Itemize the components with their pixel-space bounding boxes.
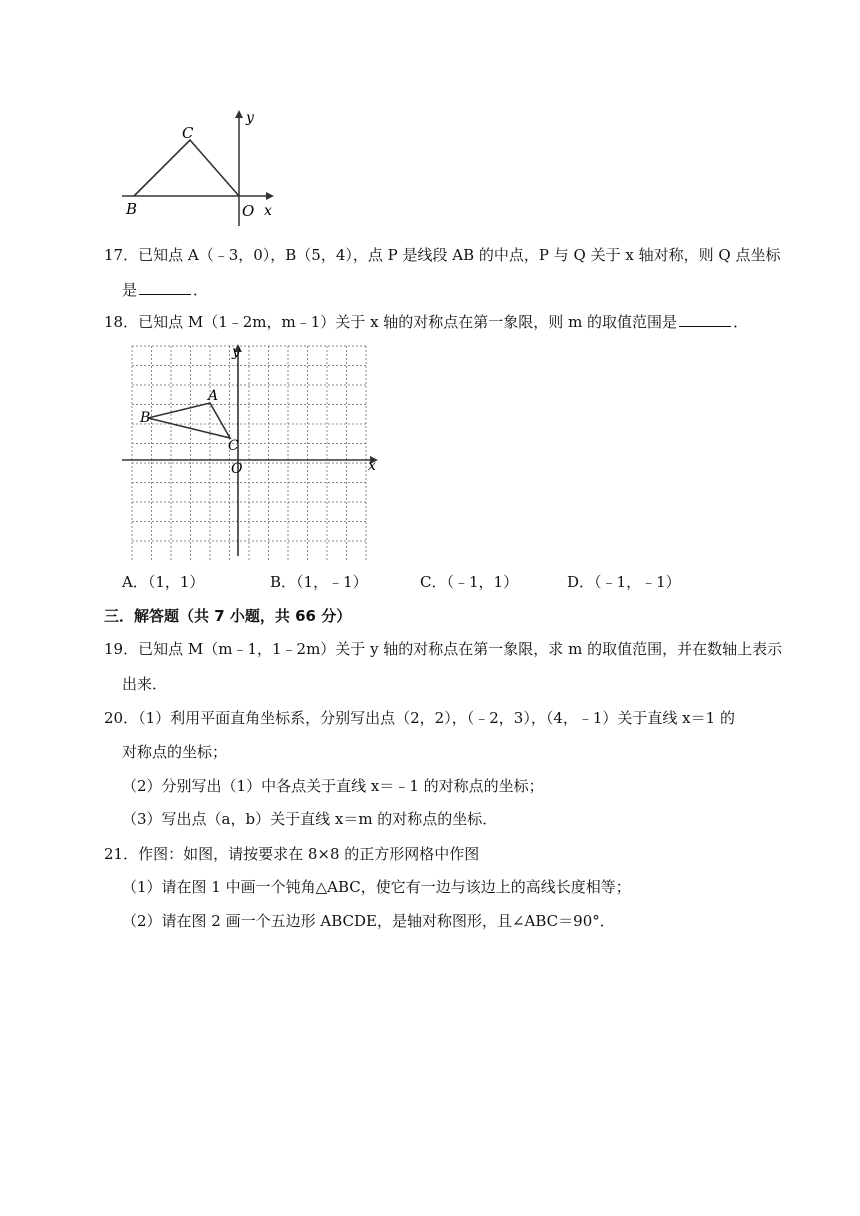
figure-grid-triangle [118,342,388,560]
label-y: y [246,110,254,126]
figure-triangle-axes-svg [118,108,278,230]
q21-part1: （1）请在图 1 中画一个钝角△ABC，使它有一边与该边上的高线长度相等； [122,878,631,896]
option-b[interactable] [270,571,368,593]
label-c: C [182,124,194,142]
q20-part2: （2）分别写出（1）中各点关于直线 x＝﹣1 的对称点的坐标； [122,777,544,795]
option-d[interactable] [567,571,681,593]
option-b-value: （1，﹣1） [296,573,368,591]
x-axis-arrow [266,192,274,200]
option-d-value: （﹣1，﹣1） [594,573,681,591]
q17-line1 [104,244,780,266]
q18-text: 已知点 M（1﹣2m，m﹣1）关于 x 轴的对称点在第一象限，则 m 的取值范围是 [138,313,678,331]
section-3-title: 三．解答题（共 7 小题，共 66 分） [104,607,352,625]
grid-label-b: B [140,410,151,426]
q17-text: 已知点 A（﹣3，0），B（5，4），点 P 是线段 AB 的中点，P 与 Q 关于 x 轴对称，则 Q 点坐标 [138,246,781,264]
option-c-label: C． [420,573,447,591]
q18-suffix: ． [733,313,749,331]
label-x: x [264,203,272,219]
q18-answer-blank[interactable] [679,312,731,327]
option-a[interactable] [122,571,204,593]
grid-label-x: x [368,458,376,474]
option-a-label: A． [122,573,148,591]
y-axis-arrow [235,110,243,118]
triangle-bco [134,140,239,196]
q18-line [104,311,748,333]
grid-label-c: C [228,438,239,454]
q20-line1 [104,707,735,729]
q21-part2: （2）请在图 2 画一个五边形 ABCDE，是轴对称图形，且∠ABC＝90°． [122,912,615,930]
q17-number: 17． [104,246,139,264]
grid-label-y: y [232,344,240,360]
grid-lines [132,346,366,560]
q19-line2: 出来． [122,675,168,693]
option-b-label: B． [270,573,297,591]
q18-number: 18． [104,313,139,331]
q19-number: 19． [104,640,139,658]
q20-part3: （3）写出点（a，b）关于直线 x＝m 的对称点的坐标． [122,810,498,828]
q20-number: 20． [104,709,139,727]
q21-line1 [104,843,479,865]
option-d-label: D． [567,573,595,591]
label-b: B [126,200,138,218]
q20-line2: 对称点的坐标； [122,743,228,761]
q17-line2 [122,279,208,301]
q21-text: 作图：如图，请按要求在 8×8 的正方形网格中作图 [138,845,480,863]
q17-prefix: 是 [122,281,138,299]
option-c-value: （﹣1，1） [446,573,519,591]
option-c[interactable] [420,571,518,593]
q20-text: （1）利用平面直角坐标系，分别写出点（2，2），（﹣2，3），（4，﹣1）关于直线 x＝1 的 [138,709,735,727]
q19-line1 [104,638,782,660]
q19-text: 已知点 M（m﹣1，1﹣2m）关于 y 轴的对称点在第一象限，求 m 的取值范围，并在数轴上表示 [138,640,783,658]
grid-label-a: A [208,388,219,404]
q17-answer-blank[interactable] [139,280,191,295]
q17-suffix: ． [193,281,209,299]
q21-number: 21． [104,845,139,863]
figure-triangle-axes [118,108,278,230]
option-a-value: （1，1） [147,573,205,591]
label-o: O [242,202,255,220]
figure-grid-triangle-svg [118,342,388,560]
grid-label-o: O [231,461,243,477]
triangle-abc [148,403,230,438]
